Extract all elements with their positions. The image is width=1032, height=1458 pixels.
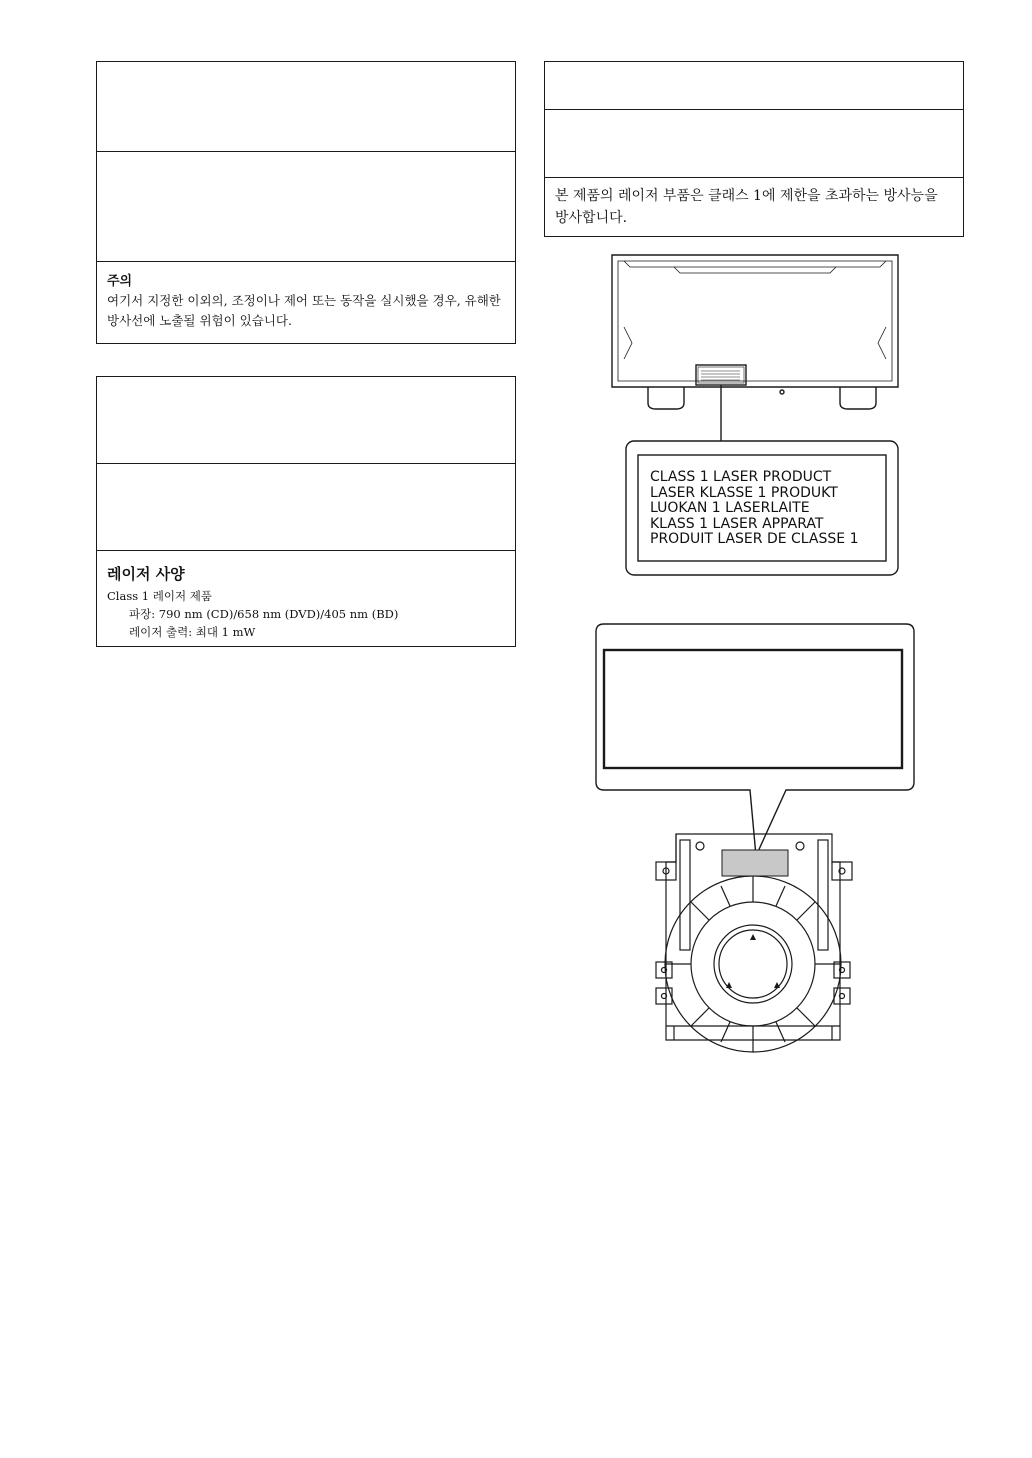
blank-label-area-2	[97, 152, 515, 262]
laser-label-line-2: LASER KLASSE 1 PRODUKT	[650, 485, 838, 501]
laser-spec-product: Class 1 레이저 제품	[107, 589, 212, 603]
caution-section	[97, 270, 515, 331]
laser-spec-section	[97, 563, 515, 641]
laser-spec-box	[96, 376, 516, 647]
blank-label-area-3	[97, 377, 515, 464]
laser-label-line-5: PRODUIT LASER DE CLASSE 1	[650, 531, 859, 547]
blank-label-area-5	[545, 62, 963, 110]
caution-box	[96, 61, 516, 344]
laser-label-line-4: KLASS 1 LASER APPARAT	[650, 516, 824, 532]
laser-note-section	[545, 178, 963, 236]
laser-label-line-1: CLASS 1 LASER PRODUCT	[650, 469, 832, 485]
laser-spec-title: 레이저 사양	[107, 565, 185, 583]
laser-spec-wavelength: 파장: 790 nm (CD)/658 nm (DVD)/405 nm (BD)	[129, 607, 399, 621]
laser-spec-output: 레이저 출력: 최대 1 mW	[129, 625, 256, 639]
caution-text: 여기서 지정한 이외의, 조정이나 제어 또는 동작을 실시했을 경우, 유해한 방사선에 노출될 위험이 있습니다.	[107, 293, 501, 328]
blank-label-area-6	[545, 110, 963, 178]
rear-panel-illustration	[600, 245, 910, 585]
laser-note-box	[544, 61, 964, 237]
blank-label-area-1	[97, 62, 515, 152]
drive-label-area	[722, 850, 788, 876]
caution-title: 주의	[107, 274, 133, 289]
drive-unit-illustration	[590, 622, 920, 1062]
laser-note-text: 본 제품의 레이저 부품은 클래스 1에 제한을 초과하는 방사능을 방사합니다.	[555, 188, 938, 226]
blank-label-area-4	[97, 464, 515, 551]
laser-label-line-3: LUOKAN 1 LASERLAITE	[650, 500, 810, 516]
